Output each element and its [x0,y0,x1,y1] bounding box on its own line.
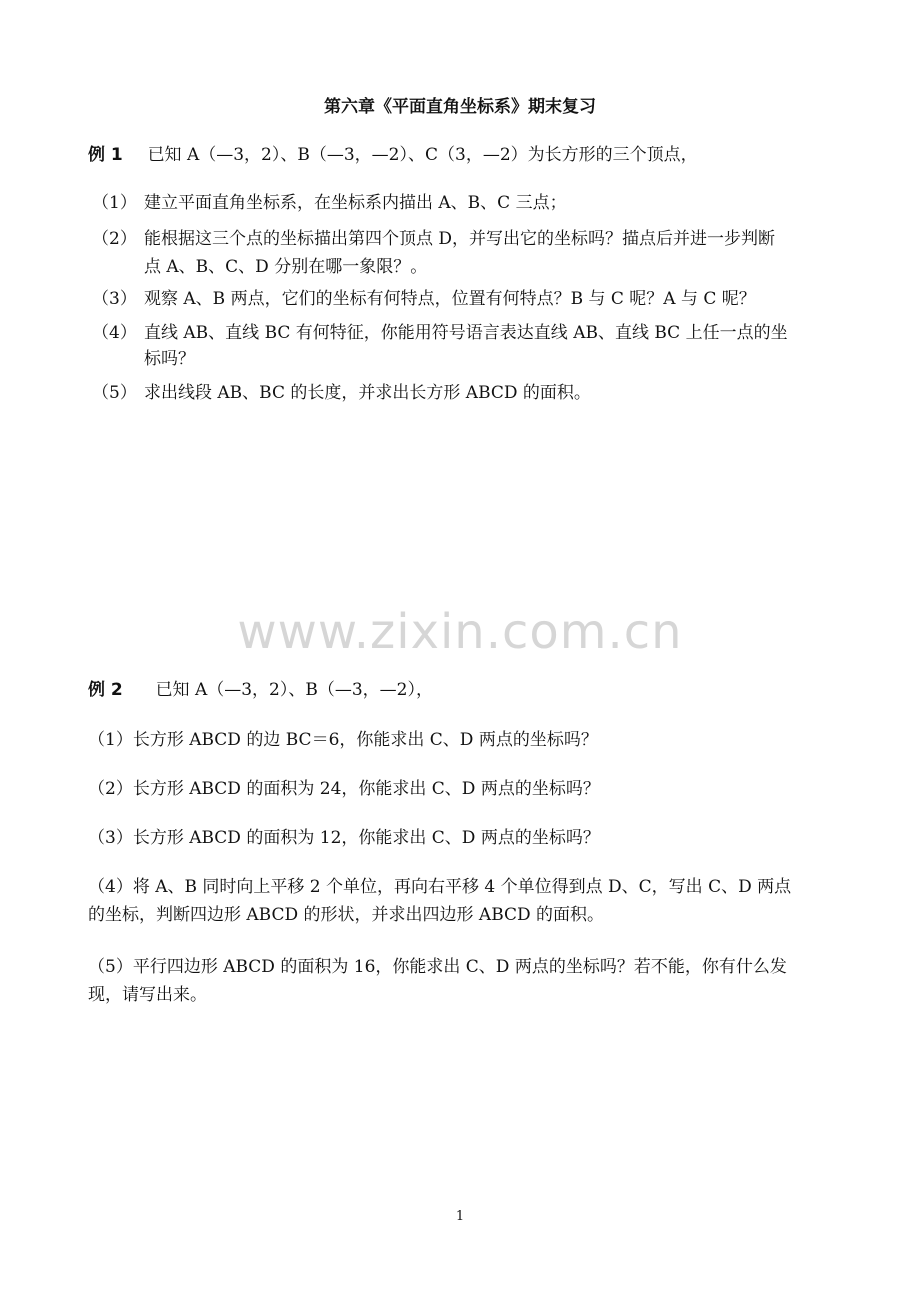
example1-text: 已知 A（—3，2）、B（—3，—2）、C（3，—2）为长方形的三个顶点， [147,145,698,165]
item-text: 求出线段 AB、BC 的长度，并求出长方形 ABCD 的面积。 [144,383,591,403]
item-number: （2） [92,229,137,249]
item-text: 观察 A、B 两点，它们的坐标有何特点，位置有何特点？B 与 C 呢？A 与 C 呢？ [144,289,756,309]
example2-item-4 [88,874,791,900]
example2-text: 已知 A（—3，2）、B（—3，—2）， [155,680,433,700]
example1-item-4 [92,320,788,346]
item-text: 现，请写出来。 [88,985,207,1005]
item-text: （4）将 A、B 同时向上平移 2 个单位，再向右平移 4 个单位得到点 D、C，写出 C、D 两点 [88,877,792,897]
example2-item-1 [88,727,598,753]
item-text: （1）长方形 ABCD 的边 BC＝6，你能求出 C、D 两点的坐标吗？ [88,730,598,750]
example1-header [88,142,698,168]
example2-item-3 [88,825,600,851]
item-number: （3） [92,289,137,309]
example1-item-2-cont [144,254,427,280]
example2-item-2 [88,776,600,802]
example2-label: 例 2 [88,680,123,700]
example1-item-4-cont [144,346,195,372]
example1-item-5 [92,380,591,406]
example1-item-3 [92,286,756,312]
item-number: （4） [92,323,137,343]
item-text: 的坐标，判断四边形 ABCD 的形状，并求出四边形 ABCD 的面积。 [88,905,605,925]
example1-item-1 [92,190,567,216]
item-text: （2）长方形 ABCD 的面积为 24，你能求出 C、D 两点的坐标吗？ [88,779,600,799]
example1-label: 例 1 [88,145,123,165]
item-text: 点 A、B、C、D 分别在哪一象限？。 [144,257,428,277]
example1-item-2 [92,226,775,252]
item-text: 标吗？ [144,349,195,369]
item-number: （1） [92,193,137,213]
page-number: 1 [455,1209,465,1224]
item-text: （5）平行四边形 ABCD 的面积为 16，你能求出 C、D 两点的坐标吗？若不能，你有什么发 [88,957,787,977]
item-text: 能根据这三个点的坐标描出第四个顶点 D，并写出它的坐标吗？描点后并进一步判断 [144,229,776,249]
example2-item-4-cont [88,902,604,928]
item-number: （5） [92,383,137,403]
page-title: 第六章《平面直角坐标系》期末复习 [324,97,596,117]
item-text: 建立平面直角坐标系，在坐标系内描出 A、B、C 三点； [144,193,567,213]
example2-item-5 [88,954,787,980]
watermark: www.zixin.com.cn [237,604,683,660]
item-text: （3）长方形 ABCD 的面积为 12，你能求出 C、D 两点的坐标吗？ [88,828,600,848]
example2-item-5-cont [88,982,207,1008]
example2-header [88,677,433,703]
item-text: 直线 AB、直线 BC 有何特征，你能用符号语言表达直线 AB、直线 BC 上任一点的坐 [144,323,788,343]
